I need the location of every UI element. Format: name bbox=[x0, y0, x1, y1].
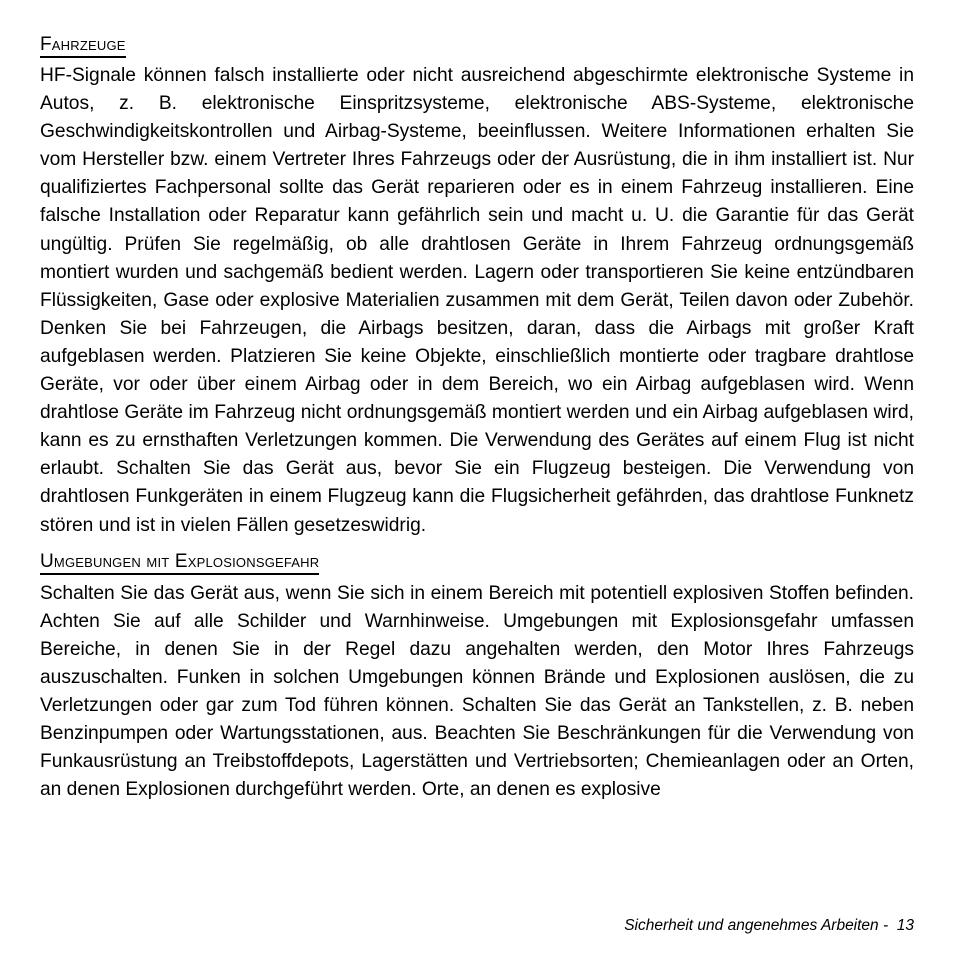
section-heading-explosive-environments: Umgebungen mit Explosionsgefahr bbox=[40, 551, 319, 575]
page-footer: Sicherheit und angenehmes Arbeiten - 13 bbox=[624, 917, 914, 934]
section-body-vehicles: HF-Signale können falsch installierte oder nicht ausreichend abgeschirmte elektronische Systeme in Autos, z. B. elektronische Einspritzsysteme, elektronische ABS-Systeme, elektronische Geschwindigkeitskontrollen und Airbag-Systeme, beeinflussen. Weitere Informationen erhalten Sie vom Hersteller bzw. einem Vertreter Ihres Fahrzeugs oder der Ausrüstung, die in ihm installiert ist. Nur qualifiziertes Fachpersonal sollte das Gerät reparieren oder es in einem Fahrzeug installieren. Eine falsche Installation oder Reparatur kann gefährlich sein und macht u. U. die Garantie für das Gerät ungültig. Prüfen Sie regelmäßig, ob alle drahtlosen Geräte in Ihrem Fahrzeug ordnungsgemäß montiert wurden und sachgemäß bedient werden. Lagern oder transportieren Sie keine entzündbaren Flüssigkeiten, Gase oder explosive Materialien zusammen mit dem Gerät, Teilen davon oder Zubehör. Denken Sie bei Fahrzeugen, die Airbags besitzen, daran, dass die Airbags mit großer Kraft aufgeblasen werden. Platzieren Sie keine Objekte, einschließlich montierte oder tragbare drahtlose Geräte, vor oder über einem Airbag oder in dem Bereich, wo ein Airbag aufgeblasen wird. Wenn drahtlose Geräte im Fahrzeug nicht ordnungsgemäß montiert werden und ein Airbag aufgeblasen wird, kann es zu ernsthaften Verletzungen kommen. Die Verwendung des Gerätes auf einem Flug ist nicht erlaubt. Schalten Sie das Gerät aus, bevor Sie ein Flugzeug besteigen. Die Verwendung von drahtlosen Funkgeräten in einem Flugzeug kann die Flugsicherheit gefährden, das drahtlose Funknetz stören und ist in vielen Fällen gesetzeswidrig. bbox=[40, 65, 914, 536]
section-heading-vehicles: Fahrzeuge bbox=[40, 34, 126, 58]
section-body-explosive-environments: Schalten Sie das Gerät aus, wenn Sie sich in einem Bereich mit potentiell explosiven Stoffen befinden. Achten Sie auf alle Schilder und Warnhinweise. Umgebungen mit Explosionsgefahr umfassen Bereiche, in denen Sie in der Regel dazu angehalten werden, den Motor Ihres Fahrzeugs auszuschalten. Funken in solchen Umgebungen können Brände und Explosionen auslösen, die zu Verletzungen oder gar zum Tod führen können. Schalten Sie das Gerät an Tankstellen, z. B. neben Benzinpumpen oder Wartungsstationen, aus. Beachten Sie Beschränkungen für die Verwendung von Funkausrüstung an Treibstoffdepots, Lagerstätten und Vertriebsorten; Chemieanlagen oder an Orten, an denen Explosionen durchgeführt werden. Orte, an denen es explosive bbox=[40, 582, 914, 801]
section-vehicles bbox=[40, 34, 914, 540]
document-page bbox=[40, 34, 914, 804]
section-explosive-environments bbox=[40, 551, 914, 805]
